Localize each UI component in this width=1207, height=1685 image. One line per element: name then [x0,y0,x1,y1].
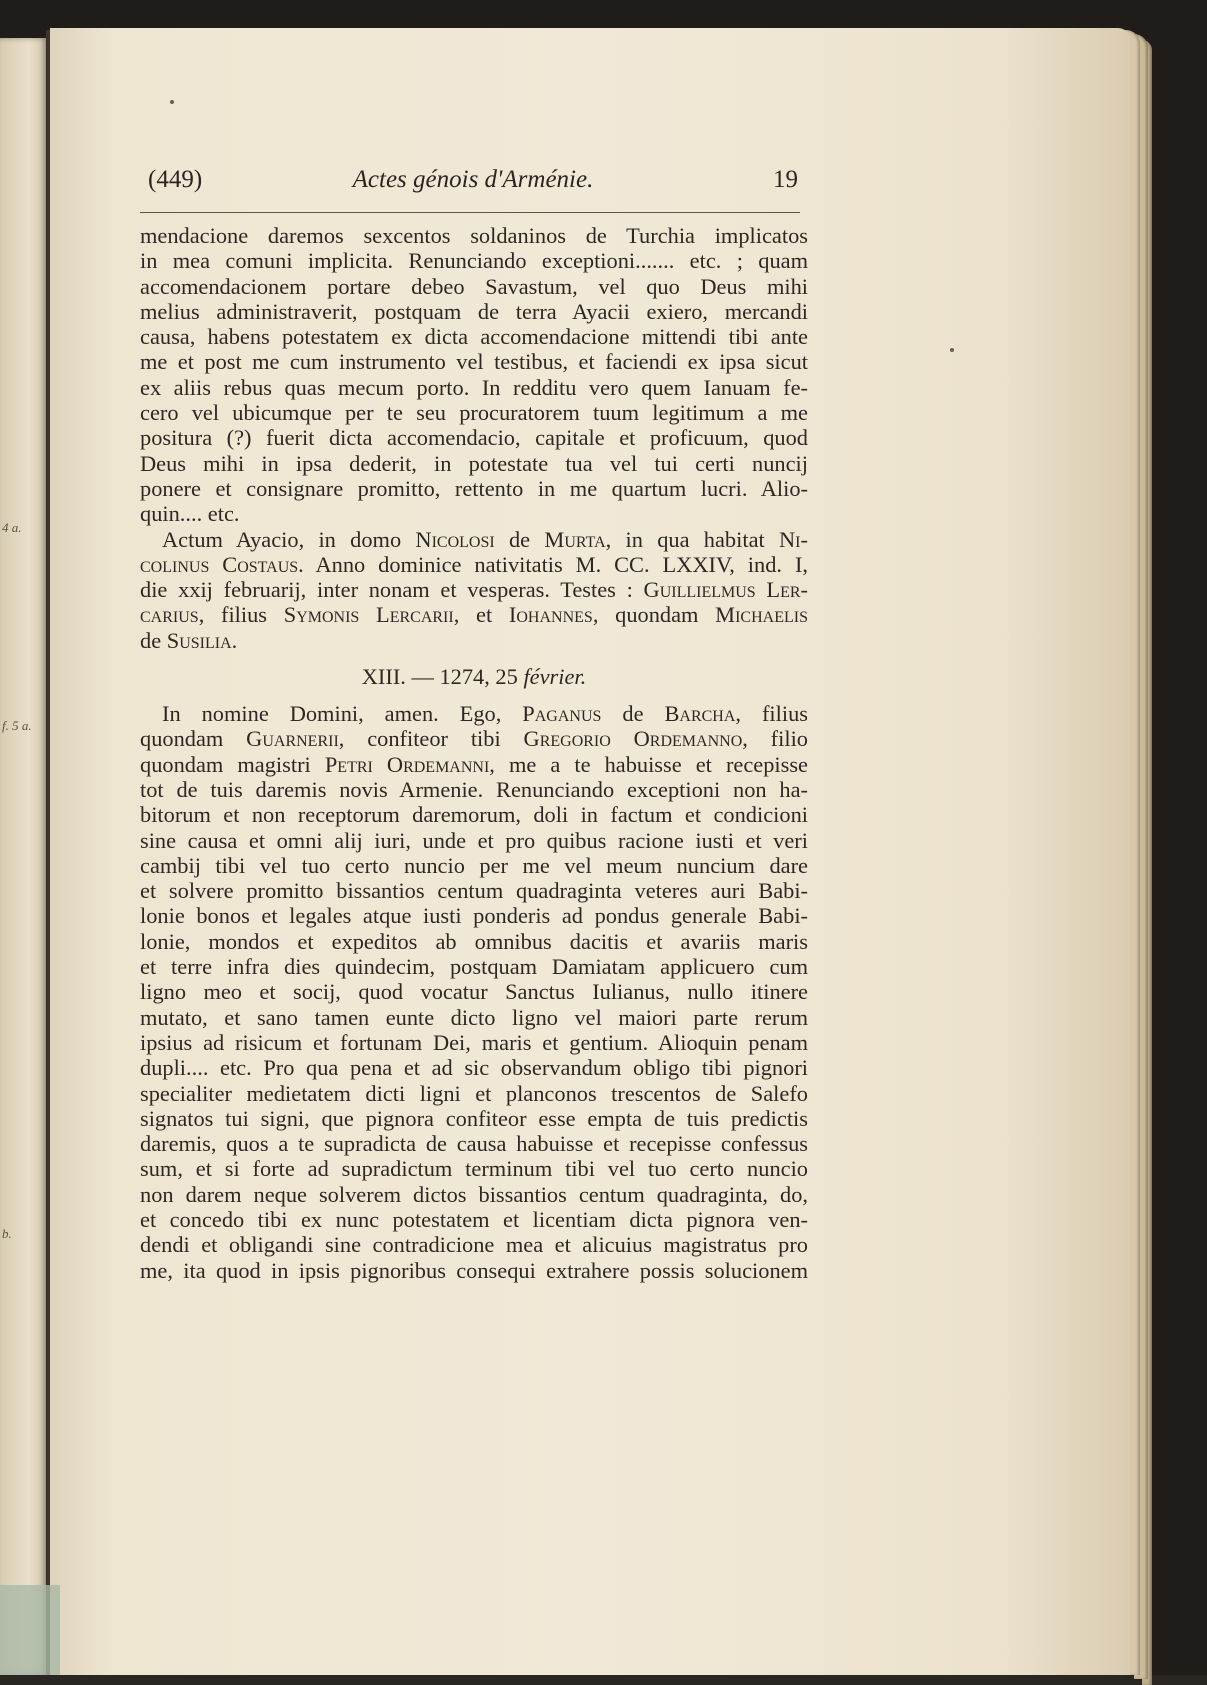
section-heading [140,653,808,701]
margin-note-4a: 4 a. [2,520,22,535]
text-line: ipsius ad risicum et fortunam Dei, maris et gentium. Alioquin penam [140,1029,808,1055]
ink-speck [950,348,954,352]
text-line: me et post me cum instrumento vel testibus, et faciendi ex ipsa sicut [140,349,808,375]
text-line: causa, habens potestatem ex dicta accomendacione mittendi tibi ante [140,324,808,350]
person-name: colinus Costaus. [140,551,304,577]
person-name: Guillielmus Ler- [643,577,808,603]
text-line: in mea comuni implicita. Renunciando exceptioni....... etc. ; quam [140,248,808,274]
body-text [140,223,808,1283]
deed-paragraph [140,701,808,1283]
header-rule [140,212,800,213]
text-line: Deus mihi in ipsa dederit, in potestate tua vel tui certi nuncij [140,450,808,476]
text-line: dendi et obligandi sine contradicione mea et alicuius magistratus pro [140,1232,808,1258]
text-line: positura (?) fuerit dicta accomendacio, capitale et proficuum, quod [140,425,808,451]
running-title: Actes génois d'Arménie. [352,166,594,193]
section-month: février. [523,664,587,690]
person-name: Murta [544,526,606,552]
margin-note-f5a: f. 5 a. [2,718,32,733]
text-line: cambij tibi vel tuo certo nuncio per me vel meum nuncium dare [140,852,808,878]
text-line: accomendacionem portare debeo Savastum, vel quo Deus mihi [140,273,808,299]
text-line: carius, filius Symonis Lercarii, et Iohannes, quondam Michaelis [140,602,808,628]
text-line: mutato, et sano tamen eunte dicto ligno vel maiori parte rerum [140,1004,808,1030]
text-line: Actum Ayacio, in domo Nicolosi de Murta, in qua habitat Ni- [162,526,808,552]
text-line: lonie, mondos et expeditos ab omnibus dacitis et avariis maris [140,928,808,954]
person-name: Gregorio Ordemanno [523,726,743,752]
text-line: ponere et consignare promitto, rettento in me quartum lucri. Alio- [140,475,808,501]
color-tab [0,1585,60,1675]
ink-speck [170,100,174,104]
text-line: sum, et si forte ad supradictum terminum tibi vel tuo certo nuncio [140,1156,808,1182]
person-name: Guarnerii [246,726,339,752]
person-name: carius [140,602,199,628]
text-line: non darem neque solverem dictos bissantios centum quadraginta, do, [140,1181,808,1207]
text-line: signatos tui signi, que pignora confiteor esse empta de tuis predictis [140,1105,808,1131]
person-name: Paganus [522,701,602,727]
person-name: Symonis Lercarii [283,602,454,628]
text-line: quondam Guarnerii, confiteor tibi Gregorio Ordemanno, filio [140,726,808,752]
person-name: Susilia. [166,627,238,653]
previous-page-edge [0,38,48,1675]
actum-paragraph [140,527,808,653]
person-name: Ni- [779,526,808,552]
text-line: dupli.... etc. Pro qua pena et ad sic observandum obligo tibi pignori [140,1055,808,1081]
text-line: ligno meo et socij, quod vocatur Sanctus Iulianus, nullo itinere [140,979,808,1005]
text-line: lonie bonos et legales atque iusti ponderis ad pondus generale Babi- [140,903,808,929]
running-head [148,166,798,200]
text-line: ex aliis rebus quas mecum porto. In redditu vero quem Ianuam fe- [140,374,808,400]
person-name: Barcha [664,701,736,727]
text-line: de Susilia. [140,627,238,653]
text-line: et concedo tibi ex nunc potestatem et licentiam dicta pignora ven- [140,1206,808,1232]
person-name: Michaelis [715,602,808,628]
paragraph-continuation [140,223,808,527]
text-line: die xxij februarij, inter nonam et vesperas. Testes : Guillielmus Ler- [140,577,808,603]
text-line: sine causa et omni alij iuri, unde et pro quibus racione iusti et veri [140,827,808,853]
text-line: me, ita quod in ipsis pignoribus consequi extrahere possis solucionem [140,1257,808,1283]
page-number: 19 [773,166,798,193]
text-line: et terre infra dies quindecim, postquam Damiatam applicuero cum [140,954,808,980]
text-line: In nomine Domini, amen. Ego, Paganus de Barcha, filius [162,701,808,727]
person-name: Iohannes [508,602,593,628]
text-line: specialiter medietatem dicti ligni et planconos trescentos de Salefo [140,1080,808,1106]
person-name: Petri Ordemanni [324,751,490,777]
person-name: Nicolosi [415,526,495,552]
text-line: daremis, quos a te supradicta de causa habuisse et recepisse confessus [140,1131,808,1157]
text-line: tot de tuis daremis novis Armenie. Renunciando exceptioni non ha- [140,776,808,802]
text-line: melius administraverit, postquam de terra Ayacii exiero, mercandi [140,298,808,324]
text-line: et solvere promitto bissantios centum quadraginta veteres auri Babi- [140,878,808,904]
text-line: colinus Costaus. Anno dominice nativitatis M. CC. LXXIV, ind. I, [140,551,808,577]
text-line: quin.... etc. [140,501,240,527]
text-line: quondam magistri Petri Ordemanni, me a te habuisse et recepisse [140,751,808,777]
text-line: bitorum et non receptorum daremorum, doli in factum et condicioni [140,802,808,828]
margin-note-b: b. [2,1226,12,1241]
section-number-date: XIII. — 1274, 25 [361,664,518,690]
page-code: (449) [148,166,203,193]
text-line: cero vel ubicumque per te seu procuratorem tuum legitimum a me [140,400,808,426]
text-line: mendacione daremos sexcentos soldaninos de Turchia implicatos [140,223,808,248]
